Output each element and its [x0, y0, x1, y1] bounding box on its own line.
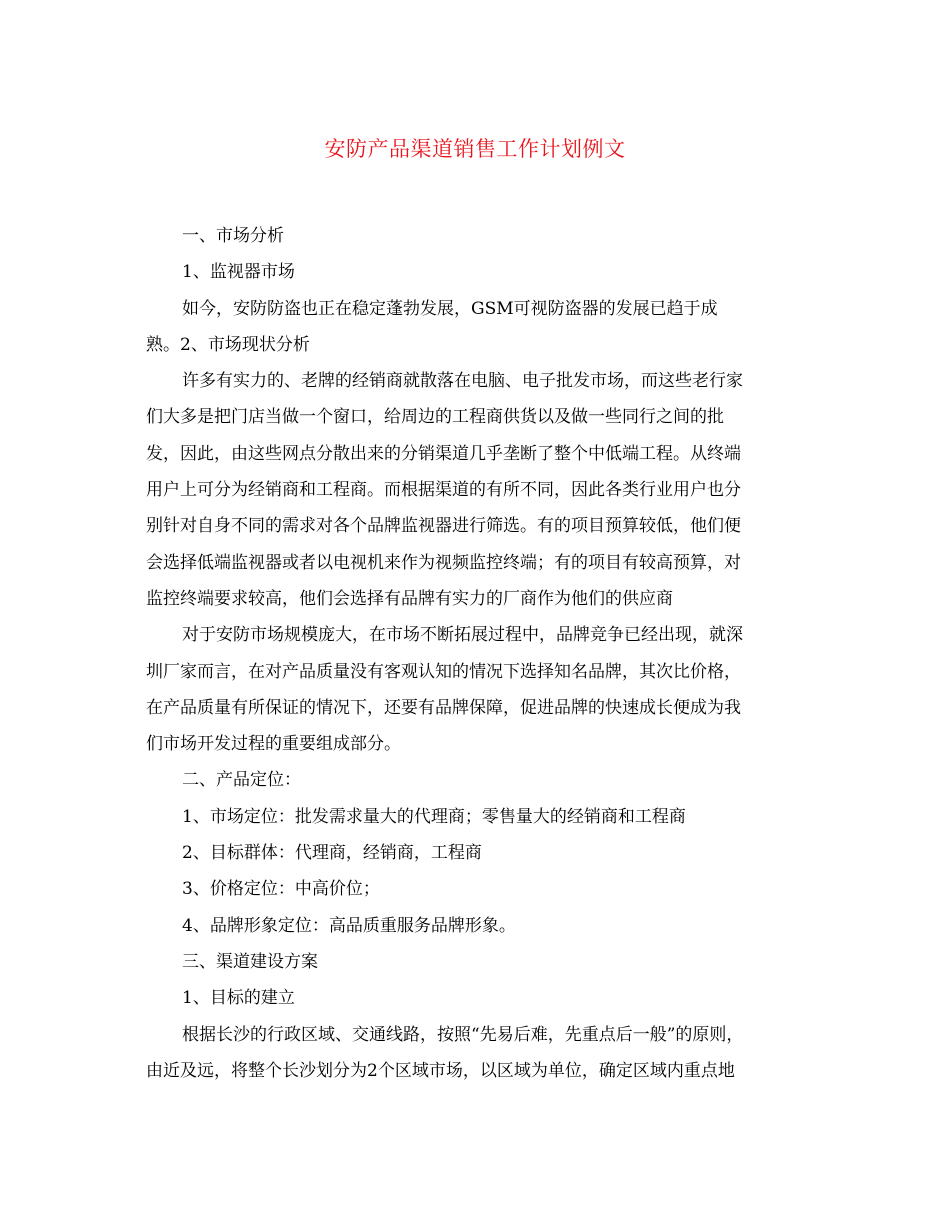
paragraph-line: 熟。2、市场现状分析: [146, 334, 310, 355]
paragraph-line: 在产品质量有所保证的情况下，还要有品牌保障，促进品牌的快速成长便成为我: [146, 697, 741, 718]
list-item: 3、价格定位：中高价位；: [182, 879, 380, 900]
list-item: 4、品牌形象定位：高品质重服务品牌形象。: [182, 915, 516, 936]
section-heading-channel-plan: 三、渠道建设方案: [182, 951, 318, 972]
list-item: 2、目标群体：代理商，经销商，工程商: [182, 843, 482, 864]
paragraph-line: 别针对自身不同的需求对各个品牌监视器进行筛选。有的项目预算较低，他们便: [146, 516, 741, 537]
paragraph-line: 圳厂家而言，在对产品质量没有客观认知的情况下选择知名品牌，其次比价格，: [146, 661, 741, 682]
paragraph-line: 许多有实力的、老牌的经销商就散落在电脑、电子批发市场，而这些老行家: [182, 371, 743, 392]
paragraph-line: 对于安防市场规模庞大，在市场不断拓展过程中，品牌竞争已经出现，就深: [182, 625, 743, 646]
section-heading-market-analysis: 一、市场分析: [182, 226, 284, 246]
paragraph-line: 监控终端要求较高，他们会选择有品牌有实力的厂商作为他们的供应商: [146, 588, 673, 609]
subheading-monitor-market: 1、监视器市场: [182, 262, 295, 283]
paragraph-line: 如今，安防防盗也正在稳定蓬勃发展，GSM可视防盗器的发展已趋于成: [182, 298, 718, 319]
paragraph-line: 们市场开发过程的重要组成部分。: [146, 734, 401, 755]
list-item: 1、市场定位：批发需求量大的代理商；零售量大的经销商和工程商: [182, 806, 686, 827]
paragraph-line: 们大多是把门店当做一个窗口，给周边的工程商供货以及做一些同行之间的批: [146, 407, 724, 428]
paragraph-line: 由近及远，将整个长沙划分为2个区域市场，以区域为单位，确定区域内重点地: [146, 1060, 735, 1081]
document-body: [146, 218, 800, 1089]
section-heading-product-positioning: 二、产品定位：: [182, 770, 301, 791]
subheading-goal-setting: 1、目标的建立: [182, 988, 295, 1009]
paragraph-line: 根据长沙的行政区域、交通线路，按照“先易后难，先重点后一般”的原则，: [182, 1024, 744, 1045]
paragraph-line: 会选择低端监视器或者以电视机来作为视频监控终端；有的项目有较高预算，对: [146, 552, 741, 573]
paragraph-line: 发，因此，由这些网点分散出来的分销渠道几乎垄断了整个中低端工程。从终端: [146, 443, 741, 464]
paragraph-line: 用户上可分为经销商和工程商。而根据渠道的有所不同，因此各类行业用户也分: [146, 480, 741, 501]
document-title: 安防产品渠道销售工作计划例文: [324, 137, 626, 161]
